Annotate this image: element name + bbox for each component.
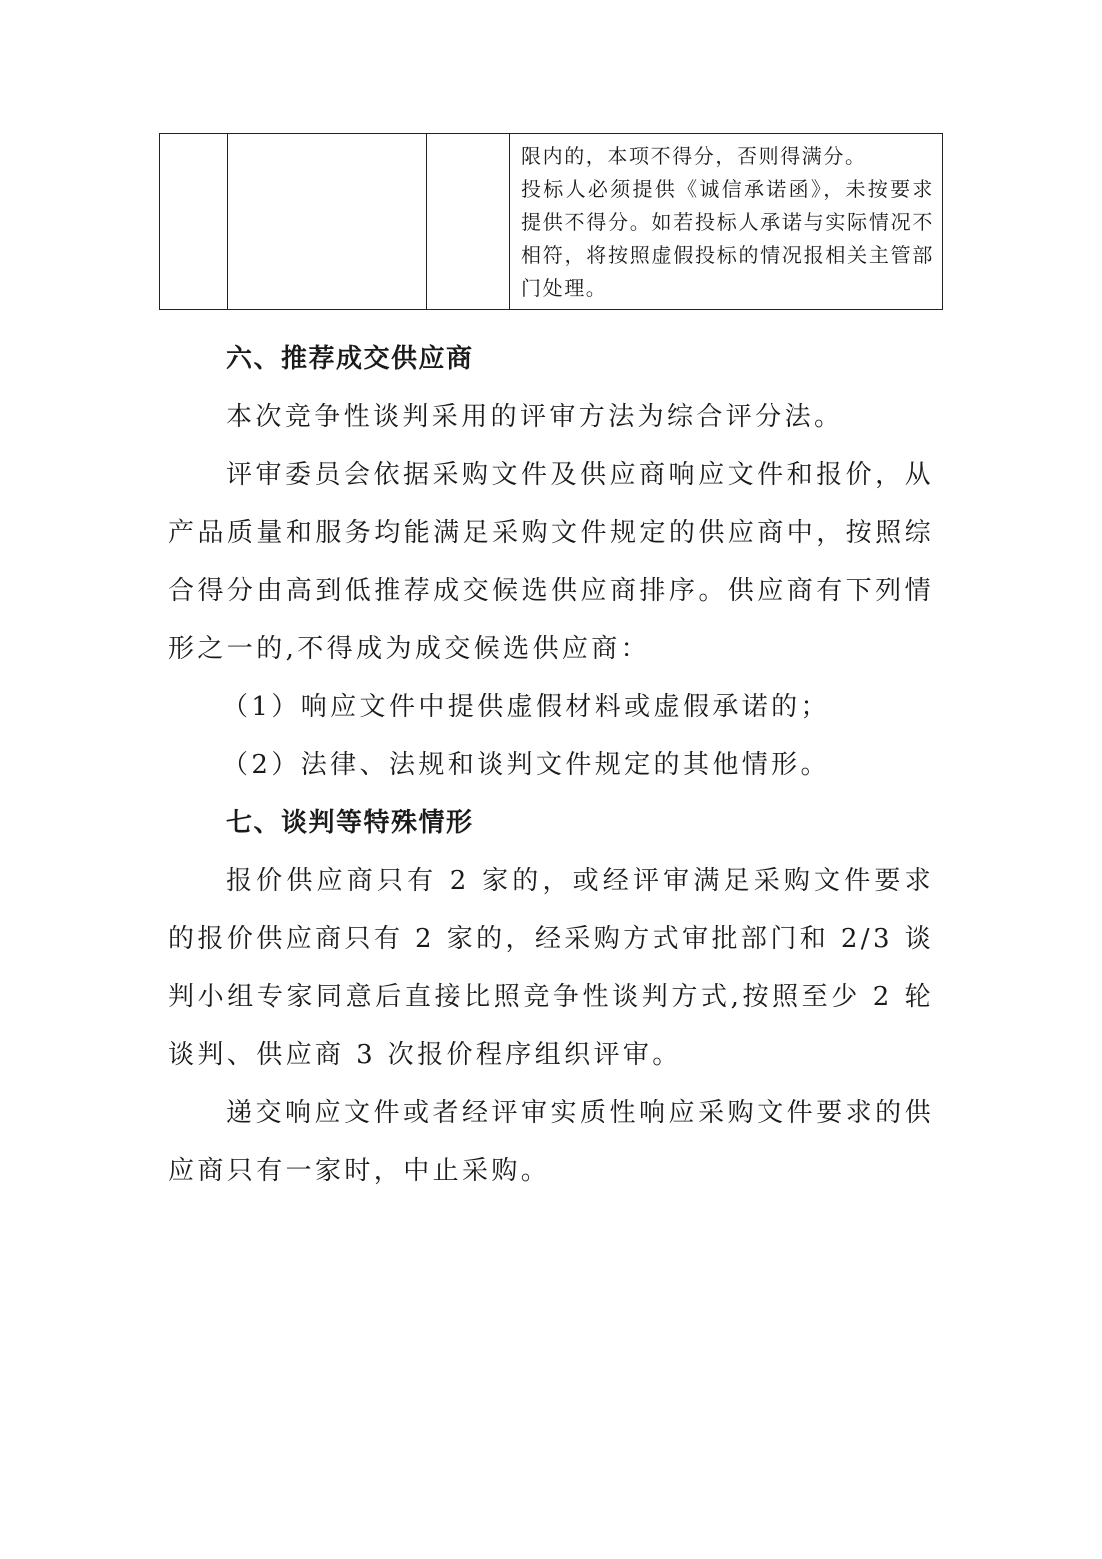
document-body bbox=[168, 330, 934, 1200]
table-cell-score bbox=[427, 134, 510, 310]
body-paragraph: 本次竞争性谈判采用的评审方法为综合评分法。 bbox=[226, 402, 844, 432]
table-cell-index bbox=[160, 134, 228, 310]
list-item: （2）法律、法规和谈判文件规定的其他情形。 bbox=[222, 750, 830, 780]
table-cell-criteria bbox=[510, 134, 943, 310]
table-cell-item bbox=[228, 134, 427, 310]
list-item: （1）响应文件中提供虚假材料或虚假承诺的； bbox=[222, 692, 830, 722]
body-paragraph: 报价供应商只有 2 家的，或经评审满足采购文件要求的报价供应商只有 2 家的，经采购方式审批部门和 2/3 谈判小组专家同意后直接比照竞争性谈判方式,按照至少 2 轮谈判、供应商 3 次报价程序组织评审。 bbox=[168, 866, 934, 1070]
body-paragraph: 评审委员会依据采购文件及供应商响应文件和报价，从产品质量和服务均能满足采购文件规定的供应商中，按照综合得分由高到低推荐成交候选供应商排序。供应商有下列情形之一的,不得成为成交候选供应商： bbox=[168, 460, 934, 664]
scoring-table-fragment bbox=[159, 133, 943, 310]
criteria-text-line: 投标人必须提供《诚信承诺函》，未按要求提供不得分。如若投标人承诺与实际情况不相符，将按照虚假投标的情况报相关主管部门处理。 bbox=[521, 177, 934, 300]
criteria-text-line: 限内的，本项不得分，否则得满分。 bbox=[521, 144, 867, 168]
section-heading: 七、谈判等特殊情形 bbox=[226, 808, 474, 838]
section-heading: 六、推荐成交供应商 bbox=[226, 344, 474, 374]
body-paragraph: 递交响应文件或者经评审实质性响应采购文件要求的供应商只有一家时，中止采购。 bbox=[168, 1098, 934, 1186]
table-row bbox=[160, 134, 943, 310]
